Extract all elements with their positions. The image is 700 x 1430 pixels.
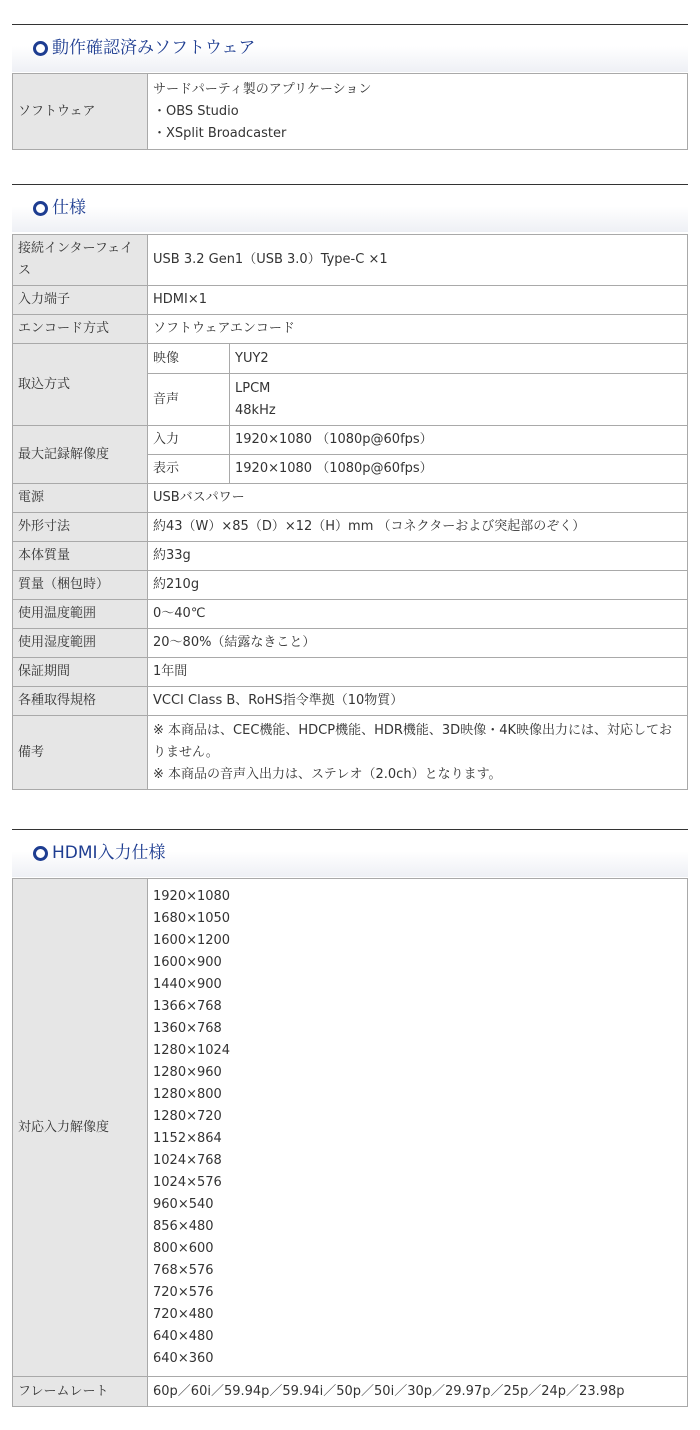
resolution-item: 720×576 [153,1284,214,1300]
interface-value: USB 3.2 Gen1（USB 3.0）Type-C ×1 [148,235,688,286]
standards-value: VCCI Class B、RoHS指令準拠（10物質） [148,687,688,716]
table-row [13,513,688,542]
capture-audio-value [230,374,688,426]
notes-line: ※ 本商品は、CEC機能、HDCP機能、HDR機能、3D映像・4K映像出力には、対応しておりません。 [153,722,672,760]
hdmi-table [12,878,688,1407]
software-label: ソフトウェア [13,74,148,150]
capture-video-value: YUY2 [230,344,688,374]
table-row [13,658,688,687]
resolution-item: 1152×864 [153,1130,222,1146]
table-row [13,426,688,455]
capture-audio-label: 音声 [148,374,230,426]
interface-label-text: 接続インターフェイス [18,241,134,278]
table-row [13,484,688,513]
warranty-value: 1年間 [148,658,688,687]
packed-weight-label: 質量（梱包時） [13,571,148,600]
power-value: USBバスパワー [148,484,688,513]
resolution-item: 856×480 [153,1218,214,1234]
capture-audio-line: LPCM [235,380,271,396]
max-resolution-input-value: 1920×1080 （1080p@60fps） [230,426,688,455]
table-row [13,315,688,344]
capture-label: 取込方式 [13,344,148,426]
resolution-item: 1600×900 [153,954,222,970]
input-value: HDMI×1 [148,286,688,315]
table-row [13,600,688,629]
humidity-label: 使用湿度範囲 [13,629,148,658]
table-row [13,879,688,1377]
table-row [13,716,688,790]
spec-table [12,234,688,790]
table-row [13,629,688,658]
power-label: 電源 [13,484,148,513]
resolution-item: 1920×1080 [153,888,231,904]
hdmi-section-heading [12,829,688,877]
resolution-item: 1280×800 [153,1086,222,1102]
software-section-title: 動作確認済みソフトウェア [52,38,256,58]
spec-section-heading [12,184,688,232]
capture-audio-line: 48kHz [235,402,276,418]
dimensions-value: 約43（W）×85（D）×12（H）mm （コネクターおよび突起部のぞく） [148,513,688,542]
framerate-label: フレームレート [13,1377,148,1407]
table-row [13,235,688,286]
table-row [13,542,688,571]
resolution-item: 1440×900 [153,976,222,992]
resolution-item: 768×576 [153,1262,214,1278]
resolution-item: 800×600 [153,1240,214,1256]
resolution-item: 960×540 [153,1196,214,1212]
humidity-value: 20～80%（結露なきこと） [148,629,688,658]
resolution-item: 1280×720 [153,1108,222,1124]
hdmi-section-title: HDMI入力仕様 [52,843,166,863]
software-line: サードパーティ製のアプリケーション [153,81,372,97]
resolution-item: 640×480 [153,1328,214,1344]
dimensions-label: 外形寸法 [13,513,148,542]
circle-bullet-icon [33,41,48,56]
encode-label: エンコード方式 [13,315,148,344]
resolution-item: 1280×1024 [153,1042,231,1058]
resolution-item: 640×360 [153,1350,214,1366]
circle-bullet-icon [33,201,48,216]
software-line: ・XSplit Broadcaster [153,125,287,141]
resolutions-value [148,879,688,1377]
table-row [13,286,688,315]
packed-weight-value: 約210g [148,571,688,600]
software-table [12,73,688,150]
table-row [13,687,688,716]
weight-value: 約33g [148,542,688,571]
max-resolution-label: 最大記録解像度 [13,426,148,484]
max-resolution-input-label: 入力 [148,426,230,455]
max-resolution-display-label: 表示 [148,455,230,484]
table-row [13,74,688,150]
resolutions-label: 対応入力解像度 [13,879,148,1377]
notes-value [148,716,688,790]
temperature-value: 0～40℃ [148,600,688,629]
temperature-label: 使用温度範囲 [13,600,148,629]
spec-section-title: 仕様 [52,198,86,218]
encode-value: ソフトウェアエンコード [148,315,688,344]
warranty-label: 保証期間 [13,658,148,687]
notes-line: ※ 本商品の音声入出力は、ステレオ（2.0ch）となります。 [153,766,502,782]
notes-label: 備考 [13,716,148,790]
resolution-item: 1600×1200 [153,932,231,948]
standards-label: 各種取得規格 [13,687,148,716]
table-row [13,344,688,374]
resolution-item: 720×480 [153,1306,214,1322]
table-row [13,571,688,600]
software-line: ・OBS Studio [153,103,239,119]
resolution-item: 1280×960 [153,1064,222,1080]
input-label: 入力端子 [13,286,148,315]
software-value [148,74,688,150]
table-row [13,1377,688,1407]
resolution-item: 1366×768 [153,998,222,1014]
resolution-item: 1024×576 [153,1174,222,1190]
resolution-item: 1680×1050 [153,910,231,926]
capture-video-label: 映像 [148,344,230,374]
resolution-item: 1024×768 [153,1152,222,1168]
max-resolution-display-value: 1920×1080 （1080p@60fps） [230,455,688,484]
resolution-item: 1360×768 [153,1020,222,1036]
framerate-value: 60p／60i／59.94p／59.94i／50p／50i／30p／29.97p／25p／24p／23.98p [148,1377,688,1407]
circle-bullet-icon [33,846,48,861]
weight-label: 本体質量 [13,542,148,571]
software-section-heading [12,24,688,72]
interface-label [13,235,148,286]
